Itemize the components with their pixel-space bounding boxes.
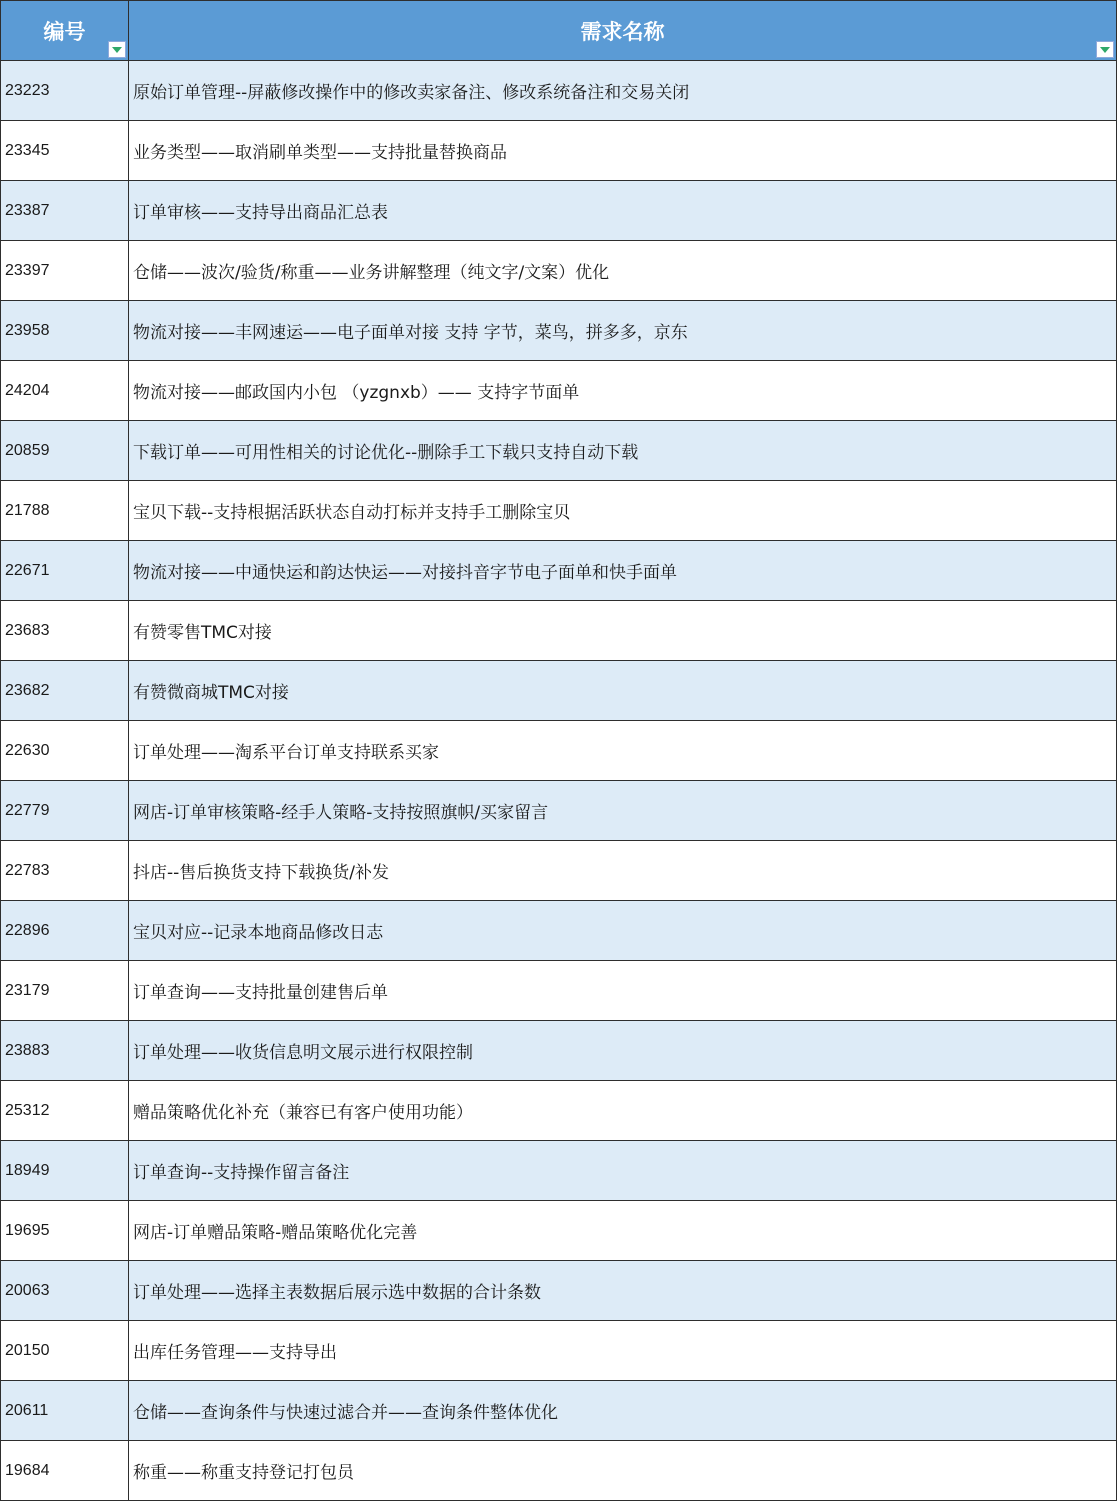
header-id-cell[interactable] bbox=[0, 1, 129, 60]
name-cell[interactable]: 订单查询--支持操作留言备注 bbox=[129, 1141, 1117, 1200]
name-cell[interactable]: 物流对接——丰网速运——电子面单对接 支持 字节，菜鸟，拼多多，京东 bbox=[129, 301, 1117, 360]
id-cell[interactable]: 20859 bbox=[0, 421, 129, 480]
name-cell[interactable]: 仓储——波次/验货/称重——业务讲解整理（纯文字/文案）优化 bbox=[129, 241, 1117, 300]
name-cell[interactable]: 业务类型——取消刷单类型——支持批量替换商品 bbox=[129, 121, 1117, 180]
table-row bbox=[0, 961, 1117, 1021]
id-cell[interactable]: 23345 bbox=[0, 121, 129, 180]
id-cell[interactable]: 22779 bbox=[0, 781, 129, 840]
name-cell[interactable]: 宝贝对应--记录本地商品修改日志 bbox=[129, 901, 1117, 960]
table-row bbox=[0, 1381, 1117, 1441]
name-cell[interactable]: 下载订单——可用性相关的讨论优化--删除手工下载只支持自动下载 bbox=[129, 421, 1117, 480]
header-name-label: 需求名称 bbox=[580, 19, 665, 44]
name-cell[interactable]: 物流对接——中通快运和韵达快运——对接抖音字节电子面单和快手面单 bbox=[129, 541, 1117, 600]
name-cell[interactable]: 有赞零售TMC对接 bbox=[129, 601, 1117, 660]
id-cell[interactable]: 22896 bbox=[0, 901, 129, 960]
header-id-label: 编号 bbox=[43, 20, 86, 44]
table-row bbox=[0, 541, 1117, 601]
name-cell[interactable]: 订单审核——支持导出商品汇总表 bbox=[129, 181, 1117, 240]
id-cell[interactable]: 23683 bbox=[0, 601, 129, 660]
table-row bbox=[0, 301, 1117, 361]
table-row bbox=[0, 1021, 1117, 1081]
id-cell[interactable]: 23958 bbox=[0, 301, 129, 360]
id-cell[interactable]: 23179 bbox=[0, 961, 129, 1020]
table-row bbox=[0, 241, 1117, 301]
name-cell[interactable]: 物流对接——邮政国内小包 （yzgnxb）—— 支持字节面单 bbox=[129, 361, 1117, 420]
name-cell[interactable]: 订单处理——淘系平台订单支持联系买家 bbox=[129, 721, 1117, 780]
table-row bbox=[0, 1261, 1117, 1321]
id-cell[interactable]: 20150 bbox=[0, 1321, 129, 1380]
name-cell[interactable]: 赠品策略优化补充（兼容已有客户使用功能） bbox=[129, 1081, 1117, 1140]
header-name-cell[interactable] bbox=[129, 1, 1117, 60]
table-row bbox=[0, 1141, 1117, 1201]
id-cell[interactable]: 23387 bbox=[0, 181, 129, 240]
table-row bbox=[0, 841, 1117, 901]
name-cell[interactable]: 有赞微商城TMC对接 bbox=[129, 661, 1117, 720]
table-header bbox=[0, 1, 1117, 61]
id-filter-dropdown-icon[interactable] bbox=[108, 41, 126, 58]
id-cell[interactable]: 19684 bbox=[0, 1441, 129, 1500]
name-cell[interactable]: 订单处理——收货信息明文展示进行权限控制 bbox=[129, 1021, 1117, 1080]
table-row bbox=[0, 421, 1117, 481]
table-body bbox=[0, 61, 1117, 1501]
name-cell[interactable]: 宝贝下载--支持根据活跃状态自动打标并支持手工删除宝贝 bbox=[129, 481, 1117, 540]
id-cell[interactable]: 20063 bbox=[0, 1261, 129, 1320]
name-cell[interactable]: 仓储——查询条件与快速过滤合并——查询条件整体优化 bbox=[129, 1381, 1117, 1440]
table-row bbox=[0, 721, 1117, 781]
name-cell[interactable]: 网店-订单审核策略-经手人策略-支持按照旗帜/买家留言 bbox=[129, 781, 1117, 840]
table-row bbox=[0, 481, 1117, 541]
table-row bbox=[0, 601, 1117, 661]
id-cell[interactable]: 20611 bbox=[0, 1381, 129, 1440]
id-cell[interactable]: 23682 bbox=[0, 661, 129, 720]
id-cell[interactable]: 19695 bbox=[0, 1201, 129, 1260]
table-row bbox=[0, 361, 1117, 421]
table-row bbox=[0, 121, 1117, 181]
id-cell[interactable]: 21788 bbox=[0, 481, 129, 540]
table-row bbox=[0, 61, 1117, 121]
id-cell[interactable]: 24204 bbox=[0, 361, 129, 420]
table-row bbox=[0, 661, 1117, 721]
name-cell[interactable]: 称重——称重支持登记打包员 bbox=[129, 1441, 1117, 1500]
id-cell[interactable]: 22783 bbox=[0, 841, 129, 900]
id-cell[interactable]: 23223 bbox=[0, 61, 129, 120]
name-cell[interactable]: 网店-订单赠品策略-赠品策略优化完善 bbox=[129, 1201, 1117, 1260]
id-cell[interactable]: 23397 bbox=[0, 241, 129, 300]
table-row bbox=[0, 1081, 1117, 1141]
table-row bbox=[0, 1321, 1117, 1381]
name-cell[interactable]: 原始订单管理--屏蔽修改操作中的修改卖家备注、修改系统备注和交易关闭 bbox=[129, 61, 1117, 120]
name-cell[interactable]: 出库任务管理——支持导出 bbox=[129, 1321, 1117, 1380]
id-cell[interactable]: 23883 bbox=[0, 1021, 129, 1080]
id-cell[interactable]: 22630 bbox=[0, 721, 129, 780]
table-row bbox=[0, 1201, 1117, 1261]
name-cell[interactable]: 订单查询——支持批量创建售后单 bbox=[129, 961, 1117, 1020]
id-cell[interactable]: 25312 bbox=[0, 1081, 129, 1140]
id-cell[interactable]: 18949 bbox=[0, 1141, 129, 1200]
table-row bbox=[0, 181, 1117, 241]
table-row bbox=[0, 781, 1117, 841]
name-cell[interactable]: 抖店--售后换货支持下载换货/补发 bbox=[129, 841, 1117, 900]
table-row bbox=[0, 1441, 1117, 1501]
name-cell[interactable]: 订单处理——选择主表数据后展示选中数据的合计条数 bbox=[129, 1261, 1117, 1320]
name-filter-dropdown-icon[interactable] bbox=[1096, 41, 1114, 58]
id-cell[interactable]: 22671 bbox=[0, 541, 129, 600]
table-row bbox=[0, 901, 1117, 961]
